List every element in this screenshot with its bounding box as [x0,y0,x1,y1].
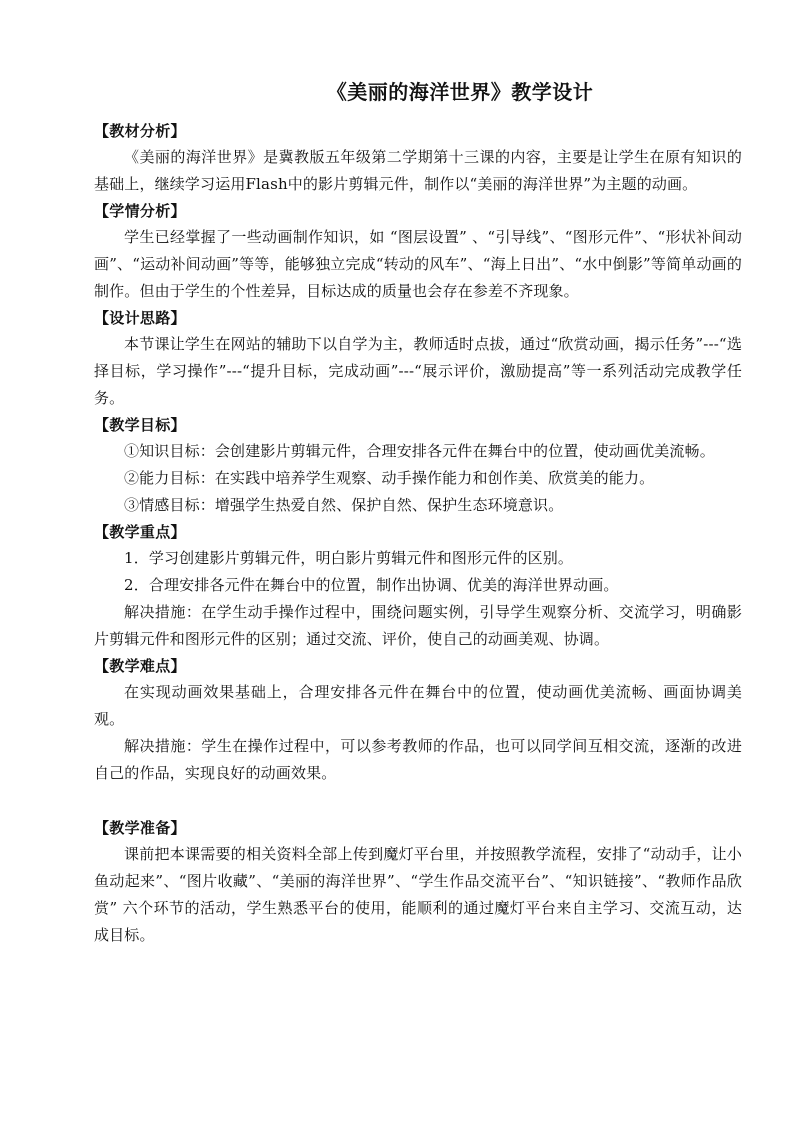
list-item: ①知识目标：会创建影片剪辑元件，合理安排各元件在舞台中的位置，使动画优美流畅。 [124,442,715,460]
section-heading: 【教学目标】 [94,416,186,434]
section-teaching-preparation [94,815,742,949]
section-student-analysis [94,198,742,305]
document-title: 《美丽的海洋世界》教学设计 [326,80,594,104]
list-item: ②能力目标：在实践中培养学生观察、动手操作能力和创作美、欣赏美的能力。 [124,469,655,487]
paragraph: 课前把本课需要的相关资料全部上传到魔灯平台里，并按照教学流程，安排了“动动手，让小鱼动起来”、“图片收藏”、“美丽的海洋世界”、“学生作品交流平台”、“知识链接”、“教师作品欣赏” 六个环节的活动，学生熟悉平台的使用，能顺利的通过魔灯平台来自主学习、交流互动，达成目标。 [94,845,742,944]
list-item: ③情感目标：增强学生热爱自然、保护自然、保护生态环境意识。 [124,496,564,514]
section-heading: 【教材分析】 [94,122,186,140]
list-item: 2．合理安排各元件在舞台中的位置，制作出协调、优美的海洋世界动画。 [124,576,619,594]
paragraph: 解决措施：在学生动手操作过程中，围绕问题实例，引导学生观察分析、交流学习，明确影片剪辑元件和图形元件的区别；通过交流、评价，使自己的动画美观、协调。 [94,603,742,648]
paragraph: 《美丽的海洋世界》是冀教版五年级第二学期第十三课的内容，主要是让学生在原有知识的基础上，继续学习运用Flash中的影片剪辑元件，制作以“美丽的海洋世界”为主题的动画。 [94,148,742,193]
paragraph: 本节课让学生在网站的辅助下以自学为主，教师适时点拔，通过“欣赏动画，揭示任务”---“选择目标，学习操作”---“提升目标，完成动画”---“展示评价，激励提高”等一系列活动完成教学任务。 [94,335,742,407]
section-key-points [94,519,742,653]
paragraph: 解决措施：学生在操作过程中，可以参考教师的作品，也可以同学间互相交流，逐渐的改进自己的作品，实现良好的动画效果。 [94,737,742,782]
section-textbook-analysis [94,118,742,198]
paragraph: 学生已经掌握了一些动画制作知识，如 “图层设置” 、“引导线”、“图形元件”、“形状补间动画”、“运动补间动画”等等，能够独立完成“转动的风车”、“海上日出”、“水中倒影”等简单动画的制作。但由于学生的个性差异，目标达成的质量也会存在参差不齐现象。 [94,228,742,300]
section-difficult-points [94,653,742,787]
paragraph: 在实现动画效果基础上，合理安排各元件在舞台中的位置，使动画优美流畅、画面协调美观。 [94,683,742,728]
section-heading: 【设计思路】 [94,309,186,327]
section-heading: 【教学难点】 [94,657,186,675]
section-design-idea [94,305,742,412]
section-heading: 【学情分析】 [94,202,186,220]
blank-line [94,787,742,815]
section-heading: 【教学准备】 [94,819,186,837]
section-teaching-goals [94,412,742,519]
list-item: 1．学习创建影片剪辑元件，明白影片剪辑元件和图形元件的区别。 [124,549,574,567]
section-heading: 【教学重点】 [94,523,186,541]
